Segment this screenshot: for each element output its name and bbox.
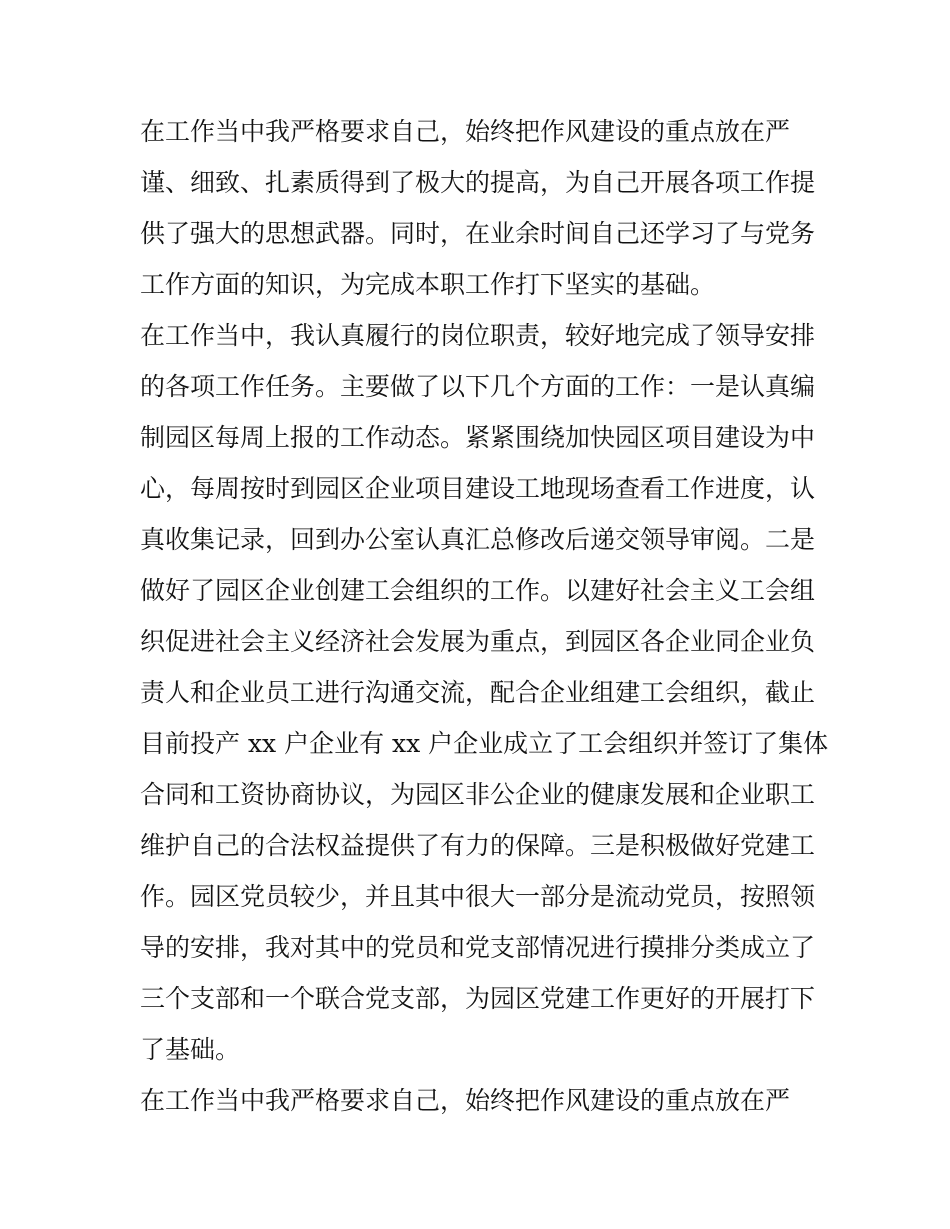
text-line: 做好了园区企业创建工会组织的工作。以建好社会主义工会组 [140,576,816,605]
text-line: 制园区每周上报的工作动态。紧紧围绕加快园区项目建设为中 [140,423,816,452]
text-line: 真收集记录，回到办公室认真汇总修改后递交领导审阅。二是 [140,525,816,554]
text-line: 的各项工作任务。主要做了以下几个方面的工作：一是认真编 [140,372,816,401]
text-line: 工作方面的知识，为完成本职工作打下坚实的基础。 [140,270,716,299]
text-line: 了基础。 [140,1035,241,1064]
text-line: 在工作当中，我认真履行的岗位职责，较好地完成了领导安排 [140,321,816,350]
text-line: 导的安排，我对其中的党员和党支部情况进行摸排分类成立了 [140,933,816,962]
text-line: 责人和企业员工进行沟通交流，配合企业组建工会组织，截止 [140,678,816,707]
text-line: 供了强大的思想武器。同时，在业余时间自己还学习了与党务 [140,219,816,248]
text-line: 合同和工资协商协议，为园区非公企业的健康发展和企业职工 [140,780,816,809]
document-body [140,106,829,1126]
text-line: 三个支部和一个联合党支部，为园区党建工作更好的开展打下 [140,984,816,1013]
text-line: 作。园区党员较少，并且其中很大一部分是流动党员，按照领 [140,882,816,911]
text-line: 目前投产 xx 户企业有 xx 户企业成立了工会组织并签订了集体 [140,729,829,758]
text-line: 在工作当中我严格要求自己，始终把作风建设的重点放在严 [140,1086,791,1115]
text-line: 维护自己的合法权益提供了有力的保障。三是积极做好党建工 [140,831,816,860]
text-line: 心，每周按时到园区企业项目建设工地现场查看工作进度，认 [140,474,816,503]
text-line: 在工作当中我严格要求自己，始终把作风建设的重点放在严 [140,117,791,146]
text-line: 谨、细致、扎素质得到了极大的提高，为自己开展各项工作提 [140,168,816,197]
text-line: 织促进社会主义经济社会发展为重点，到园区各企业同企业负 [140,627,816,656]
